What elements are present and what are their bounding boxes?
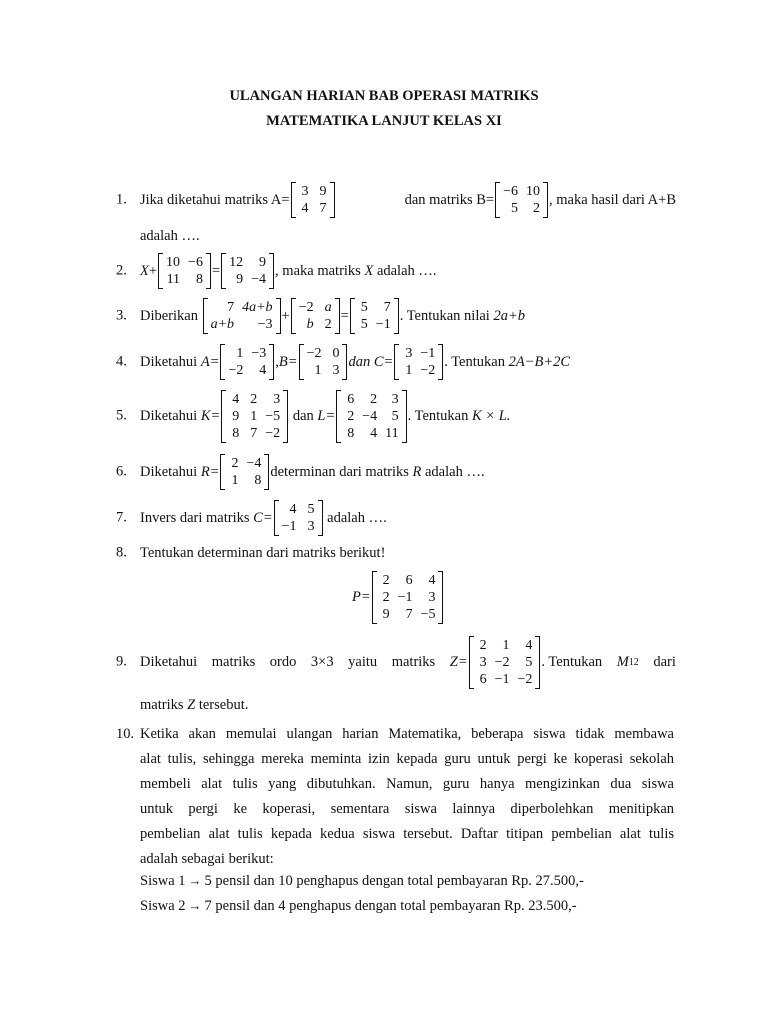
matrix-cell: −2 <box>517 671 533 687</box>
matrix-cell: 2 <box>382 589 390 605</box>
question-1: 1. Jika diketahui matriks A= 3 9 4 7 dan matriks B= −6 10 5 2 , maka hasil dari A+B <box>116 184 676 216</box>
matrix-p-expression: P= 2 6 4 2 −1 3 9 7 −5 <box>352 569 444 625</box>
matrix-cell: 3 <box>332 363 340 378</box>
matrix-cell: 9 <box>382 606 390 622</box>
matrix-cell: 8 <box>347 425 355 441</box>
matrix-cell: 2 <box>250 391 258 407</box>
matrix-cell: 1 <box>405 363 413 378</box>
right-bracket <box>283 390 288 443</box>
right-bracket <box>342 344 347 380</box>
matrix-l <box>336 390 406 443</box>
matrix-cell: 9 <box>319 184 327 199</box>
matrix-cell: a+b <box>210 317 235 332</box>
matrix-cell: 2 <box>370 391 378 407</box>
right-bracket <box>206 253 211 289</box>
matrix-cell: a <box>324 300 332 315</box>
question-number: 1. <box>116 191 127 208</box>
matrix-cell: 6 <box>479 671 487 687</box>
right-bracket <box>543 182 548 218</box>
matrix-a <box>220 344 274 380</box>
matrix-cell: 3 <box>273 391 281 407</box>
question-7: 7. Invers dari matriks C= 4 5 −1 3 adalah …. <box>116 502 387 534</box>
matrix-cell: 1 <box>236 346 244 361</box>
matrix-cell: −4 <box>251 272 267 287</box>
question-number: 10. <box>116 726 135 742</box>
matrix-cell: 1 <box>502 637 510 653</box>
matrix-cell: −1 <box>494 671 510 687</box>
question-9-continued: matriks Z tersebut. <box>140 697 249 713</box>
matrix-cell: 11 <box>385 425 399 441</box>
question-6: 6. Diketahui R= 2 −4 1 8 determinan dari matriks R adalah …. <box>116 456 485 488</box>
matrix-cell: 9 <box>259 255 267 270</box>
arrow-right-icon: → <box>188 898 202 913</box>
matrix-cell: 7 <box>227 300 235 315</box>
siswa-2-line: Siswa 2 → 7 pensil dan 4 penghapus dengan total pembayaran Rp. 23.500,- <box>140 898 577 914</box>
matrix-cell: −2 <box>306 346 322 361</box>
matrix-cell: 1 <box>231 473 239 488</box>
question-5: 5. Diketahui K= 4 2 3 9 1 −5 8 7 −2 dan L= 6 2 3 2 −4 5 8 4 11 . Tentukan K × L. <box>116 391 511 441</box>
matrix-c <box>274 500 323 536</box>
right-bracket <box>394 298 399 334</box>
matrix-cell: −5 <box>420 606 436 622</box>
matrix-cell: −4 <box>246 456 262 471</box>
matrix-cell: 2 <box>533 201 541 216</box>
matrix-1 <box>203 298 281 334</box>
matrix-cell: −1 <box>375 317 391 332</box>
question-9: 9. Diketahui matriks ordo 3×3 yaitu matriks Z= 2 1 4 3 −2 5 6 −1 −2 . Tentukan M 12 dari <box>116 637 676 687</box>
matrix-cell: 2 <box>382 572 390 588</box>
matrix-cell: −3 <box>257 317 273 332</box>
matrix-cell: b <box>306 317 314 332</box>
matrix-cell: −2 <box>298 300 314 315</box>
right-bracket <box>264 454 269 490</box>
matrix-cell: 7 <box>250 425 258 441</box>
arrow-right-icon: → <box>188 873 202 888</box>
question-8: 8. Tentukan determinan dari matriks berikut! <box>116 544 386 561</box>
right-bracket <box>330 182 335 218</box>
matrix-cell: 2 <box>479 637 487 653</box>
matrix-cell: 5 <box>360 300 368 315</box>
matrix-cell: 10 <box>526 184 541 199</box>
matrix-cell: −1 <box>281 519 297 534</box>
matrix-cell: 7 <box>319 201 327 216</box>
matrix-cell: 9 <box>236 272 244 287</box>
question-10-paragraph: Ketika akan memulai ulangan harian Matematika, beberapa siswa tidak membawa alat tulis, sehingga mereka meminta izin kepada guru untuk pergi ke koperasi sekolah membeli alat tulis yang dibutuhkan. Namun, guru hanya mengizinkan dua siswa untuk pergi ke koperasi, sementara siswa lainnya diperbolehkan menitipkan pembelian alat tulis kepada kedua siswa tersebut. Daftar titipan pembelian alat tulis adalah sebagai berikut: <box>140 726 674 867</box>
matrix-cell: 7 <box>405 606 413 622</box>
matrix-cell: 5 <box>391 408 399 424</box>
matrix-cell: 3 <box>428 589 436 605</box>
question-4: 4. Diketahui A= 1 −3 −2 4 ,B= −2 0 1 3 dan C= 3 −1 1 −2 . Tentukan 2A−B+2C <box>116 346 571 378</box>
matrix-cell: 12 <box>229 255 244 270</box>
matrix-cell: 6 <box>347 391 355 407</box>
page-subtitle: MATEMATIKA LANJUT KELAS XI <box>266 113 502 129</box>
matrix-b <box>299 344 348 380</box>
matrix-cell: 3 <box>307 519 315 534</box>
matrix-cell: −2 <box>420 363 436 378</box>
matrix-cell: 5 <box>511 201 519 216</box>
matrix-cell: 7 <box>383 300 391 315</box>
matrix-2 <box>221 253 274 289</box>
matrix-cell: −1 <box>397 589 413 605</box>
matrix-a <box>291 182 335 218</box>
matrix-cell: 3 <box>479 654 487 670</box>
matrix-cell: 9 <box>232 408 240 424</box>
right-bracket <box>535 636 540 689</box>
matrix-2 <box>291 298 340 334</box>
matrix-cell: 2 <box>324 317 332 332</box>
matrix-cell: 8 <box>254 473 262 488</box>
matrix-cell: −3 <box>251 346 267 361</box>
matrix-cell: −2 <box>228 363 244 378</box>
matrix-3 <box>350 298 399 334</box>
matrix-cell: 4 <box>232 391 240 407</box>
matrix-k <box>221 390 288 443</box>
matrix-cell: 4 <box>428 572 436 588</box>
matrix-cell: −6 <box>188 255 203 270</box>
matrix-cell: 3 <box>391 391 399 407</box>
right-bracket <box>269 344 274 380</box>
matrix-cell: −4 <box>362 408 378 424</box>
matrix-z <box>469 636 541 689</box>
matrix-cell: 3 <box>301 184 309 199</box>
right-bracket <box>276 298 281 334</box>
matrix-cell: −6 <box>503 184 519 199</box>
matrix-cell: 4 <box>289 502 297 517</box>
matrix-cell: 5 <box>307 502 315 517</box>
matrix-cell: 4 <box>370 425 378 441</box>
question-1-continued: adalah …. <box>140 228 200 244</box>
matrix-cell: −2 <box>494 654 510 670</box>
matrix-cell: −1 <box>420 346 436 361</box>
matrix-c <box>394 344 443 380</box>
matrix-cell: 6 <box>405 572 413 588</box>
page-title: ULANGAN HARIAN BAB OPERASI MATRIKS <box>229 88 539 104</box>
matrix-cell: 8 <box>232 425 240 441</box>
matrix-cell: 5 <box>360 317 368 332</box>
matrix-cell: 4 <box>259 363 267 378</box>
matrix-cell: 4 <box>301 201 309 216</box>
right-bracket <box>438 571 443 624</box>
matrix-cell: 10 <box>166 255 181 270</box>
matrix-cell: 8 <box>195 272 203 287</box>
matrix-cell: 5 <box>525 654 533 670</box>
right-bracket <box>318 500 323 536</box>
question-3: 3. Diberikan 7 4a+b a+b −3 + −2 a b 2 = 5 7 5 −1 . Tentukan nilai 2a+b <box>116 300 526 332</box>
matrix-cell: 11 <box>166 272 181 287</box>
right-bracket <box>438 344 443 380</box>
matrix-1 <box>158 253 211 289</box>
matrix-r <box>220 454 269 490</box>
matrix-cell: 4 <box>525 637 533 653</box>
siswa-1-line: Siswa 1 → 5 pensil dan 10 penghapus dengan total pembayaran Rp. 27.500,- <box>140 873 584 889</box>
matrix-cell: −5 <box>265 408 281 424</box>
matrix-b <box>495 182 548 218</box>
matrix-cell: 3 <box>405 346 413 361</box>
matrix-p <box>372 571 444 624</box>
right-bracket <box>335 298 340 334</box>
matrix-cell: 4a+b <box>242 300 273 315</box>
right-bracket <box>269 253 274 289</box>
matrix-cell: 1 <box>314 363 322 378</box>
right-bracket <box>402 390 407 443</box>
question-2: 2. X + 10 −6 11 8 = 12 9 9 −4 , maka matriks X adalah …. <box>116 255 437 287</box>
matrix-cell: −2 <box>265 425 281 441</box>
matrix-cell: 0 <box>332 346 340 361</box>
matrix-cell: 2 <box>231 456 239 471</box>
matrix-cell: 2 <box>347 408 355 424</box>
matrix-cell: 1 <box>250 408 258 424</box>
